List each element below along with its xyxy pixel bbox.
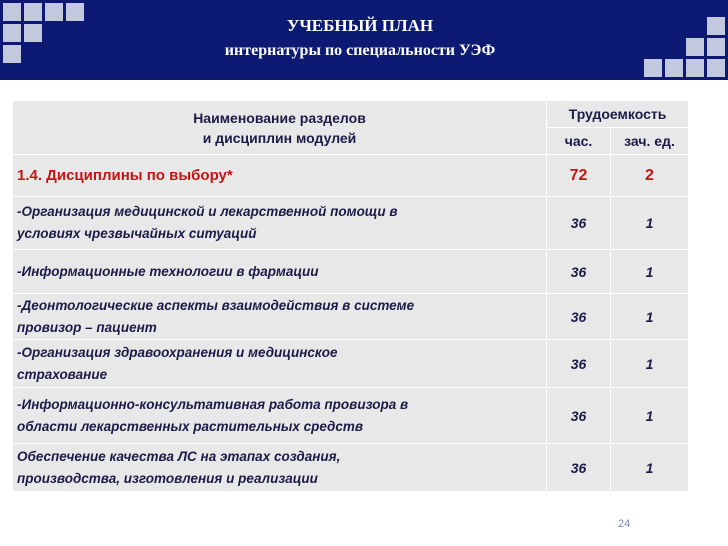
discipline-hours: 36 <box>547 388 611 444</box>
discipline-credits: 1 <box>611 444 689 492</box>
discipline-name: -Информационно-консультативная работа провизора в области лекарственных растительных средств <box>13 388 547 444</box>
section-name: 1.4. Дисциплины по выбору* <box>13 155 547 197</box>
page-title: УЧЕБНЫЙ ПЛАН <box>286 16 434 35</box>
header-banner <box>0 0 728 80</box>
table-row <box>13 388 689 444</box>
discipline-credits: 1 <box>611 340 689 388</box>
discipline-credits: 1 <box>611 388 689 444</box>
decorative-squares-right <box>644 17 725 77</box>
table-header-row <box>13 101 689 128</box>
name-column-header: Наименование разделов и дисциплин модулей <box>13 101 547 155</box>
discipline-name: -Информационные технологии в фармации <box>13 250 547 294</box>
discipline-hours: 36 <box>547 294 611 340</box>
discipline-hours: 36 <box>547 197 611 250</box>
discipline-hours: 36 <box>547 340 611 388</box>
discipline-credits: 1 <box>611 250 689 294</box>
table-row <box>13 197 689 250</box>
discipline-name: -Организация медицинской и лекарственной помощи в условиях чрезвычайных ситуаций <box>13 197 547 250</box>
discipline-credits: 1 <box>611 197 689 250</box>
page-number: 24 <box>618 518 631 530</box>
discipline-name: Обеспечение качества ЛС на этапах создания, производства, изготовления и реализации <box>13 444 547 492</box>
discipline-credits: 1 <box>611 294 689 340</box>
discipline-name: -Деонтологические аспекты взаимодействия в системе провизор – пациент <box>13 294 547 340</box>
discipline-hours: 36 <box>547 444 611 492</box>
table-row <box>13 250 689 294</box>
section-credits: 2 <box>611 155 689 197</box>
table-row <box>13 294 689 340</box>
page-subtitle: интернатуры по специальности УЭФ <box>224 42 496 59</box>
table-row <box>13 444 689 492</box>
section-row <box>13 155 689 197</box>
discipline-name: -Организация здравоохранения и медицинское страхование <box>13 340 547 388</box>
hours-header: час. <box>547 128 611 155</box>
table-row <box>13 340 689 388</box>
decorative-squares-left <box>3 3 84 63</box>
credits-header: зач. ед. <box>611 128 689 155</box>
section-hours: 72 <box>547 155 611 197</box>
curriculum-table <box>12 100 689 492</box>
trudoemkost-header: Трудоемкость <box>547 101 689 128</box>
discipline-hours: 36 <box>547 250 611 294</box>
